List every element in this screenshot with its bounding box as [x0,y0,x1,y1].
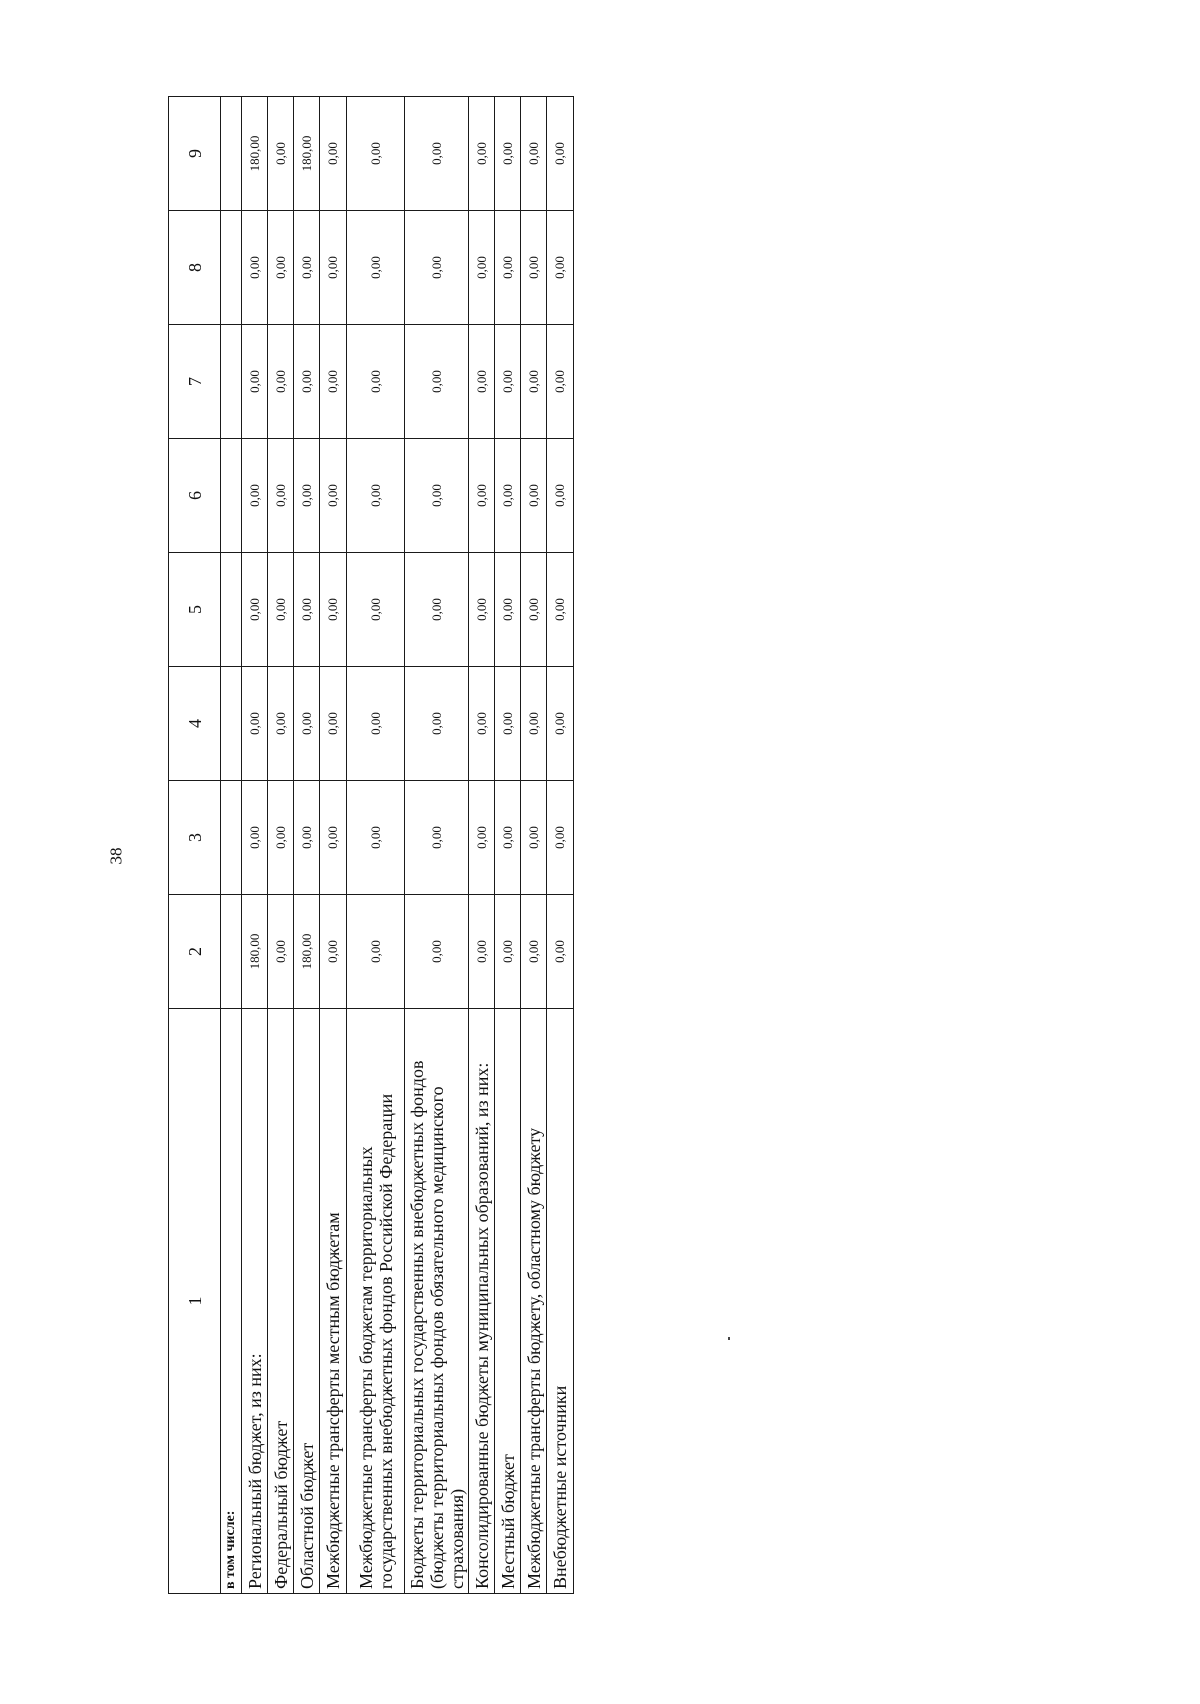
value-cell: 0,00 [242,211,268,325]
table-row [547,97,574,1594]
value-cell: 0,00 [347,439,405,553]
value-cell: 0,00 [469,439,495,553]
value-cell: 0,00 [294,553,320,667]
subheader-cell: в том числе: [221,1009,242,1594]
header-cell: 8 [169,211,221,325]
table-row [495,97,521,1594]
value-cell: 0,00 [347,895,405,1009]
value-cell: 0,00 [547,895,574,1009]
value-cell: 0,00 [242,325,268,439]
header-cell: 4 [169,667,221,781]
value-cell: 0,00 [294,667,320,781]
value-cell: 0,00 [469,211,495,325]
value-cell: 0,00 [268,211,294,325]
table-row [347,97,405,1594]
table-row [469,97,495,1594]
value-cell: 0,00 [268,97,294,211]
value-cell: 0,00 [469,895,495,1009]
value-cell: 0,00 [320,211,347,325]
header-cell: 9 [169,97,221,211]
value-cell: 0,00 [242,781,268,895]
value-cell: 0,00 [495,553,521,667]
value-cell: 0,00 [495,211,521,325]
value-cell: 180,00 [242,97,268,211]
value-cell: 0,00 [521,667,547,781]
value-cell: 0,00 [547,553,574,667]
value-cell: 0,00 [495,895,521,1009]
value-cell: 0,00 [347,553,405,667]
header-cell: 7 [169,325,221,439]
value-cell: 0,00 [469,781,495,895]
header-cell: 6 [169,439,221,553]
value-cell: 0,00 [347,781,405,895]
value-cell: 0,00 [469,553,495,667]
rotated-table-wrapper [168,102,570,1594]
value-cell: 0,00 [268,667,294,781]
value-cell: 0,00 [547,781,574,895]
value-cell: 0,00 [242,439,268,553]
scan-speck [728,1337,730,1340]
value-cell: 0,00 [405,553,469,667]
row-label: Межбюджетные трансферты бюджетам территориальных государственных внебюджетных фондов Российской Федерации [347,1009,405,1594]
value-cell: 0,00 [320,439,347,553]
header-cell: 5 [169,553,221,667]
value-cell: 180,00 [242,895,268,1009]
value-cell: 0,00 [320,781,347,895]
value-cell: 0,00 [521,439,547,553]
header-cell: 2 [169,895,221,1009]
table-row [320,97,347,1594]
value-cell: 0,00 [347,325,405,439]
value-cell: 0,00 [294,325,320,439]
value-cell: 0,00 [347,667,405,781]
value-cell: 0,00 [547,667,574,781]
row-label: Местный бюджет [495,1009,521,1594]
value-cell: 0,00 [268,895,294,1009]
value-cell: 0,00 [521,325,547,439]
row-label: Межбюджетные трансферты бюджету, областному бюджету [521,1009,547,1594]
value-cell: 0,00 [495,781,521,895]
value-cell: 180,00 [294,895,320,1009]
value-cell: 0,00 [521,895,547,1009]
value-cell: 0,00 [521,781,547,895]
value-cell: 0,00 [405,325,469,439]
value-cell: 0,00 [320,667,347,781]
value-cell: 0,00 [320,895,347,1009]
header-cell: 1 [169,1009,221,1594]
value-cell: 0,00 [495,325,521,439]
table-row [242,97,268,1594]
value-cell: 0,00 [268,553,294,667]
value-cell: 0,00 [469,97,495,211]
value-cell: 0,00 [242,553,268,667]
value-cell: 0,00 [405,439,469,553]
value-cell: 0,00 [320,97,347,211]
header-cell: 3 [169,781,221,895]
value-cell: 0,00 [495,667,521,781]
value-cell: 0,00 [294,781,320,895]
table-row [294,97,320,1594]
value-cell: 0,00 [405,97,469,211]
value-cell: 0,00 [547,211,574,325]
value-cell: 0,00 [547,325,574,439]
subheader-row [221,97,242,1594]
row-label: Межбюджетные трансферты местным бюджетам [320,1009,347,1594]
row-label: Областной бюджет [294,1009,320,1594]
table-row [405,97,469,1594]
value-cell: 180,00 [294,97,320,211]
table-row [521,97,547,1594]
row-label: Региональный бюджет, из них: [242,1009,268,1594]
header-row [169,97,221,1594]
value-cell: 0,00 [320,325,347,439]
value-cell: 0,00 [268,439,294,553]
table-row [268,97,294,1594]
value-cell: 0,00 [495,97,521,211]
page-number: 38 [106,847,126,865]
value-cell: 0,00 [547,97,574,211]
budget-table [168,96,574,1594]
value-cell: 0,00 [347,97,405,211]
row-label: Консолидированные бюджеты муниципальных образований, из них: [469,1009,495,1594]
value-cell: 0,00 [521,97,547,211]
value-cell: 0,00 [521,211,547,325]
value-cell: 0,00 [521,553,547,667]
row-label: Бюджеты территориальных государственных внебюджетных фондов (бюджеты территориальных фондов обязательного медицинского страхования) [405,1009,469,1594]
row-label: Федеральный бюджет [268,1009,294,1594]
value-cell: 0,00 [495,439,521,553]
value-cell: 0,00 [294,211,320,325]
value-cell: 0,00 [320,553,347,667]
value-cell: 0,00 [469,667,495,781]
value-cell: 0,00 [405,781,469,895]
value-cell: 0,00 [469,325,495,439]
value-cell: 0,00 [242,667,268,781]
value-cell: 0,00 [268,325,294,439]
value-cell: 0,00 [547,439,574,553]
value-cell: 0,00 [405,211,469,325]
row-label: Внебюджетные источники [547,1009,574,1594]
value-cell: 0,00 [347,211,405,325]
value-cell: 0,00 [405,895,469,1009]
value-cell: 0,00 [294,439,320,553]
value-cell: 0,00 [405,667,469,781]
value-cell: 0,00 [268,781,294,895]
